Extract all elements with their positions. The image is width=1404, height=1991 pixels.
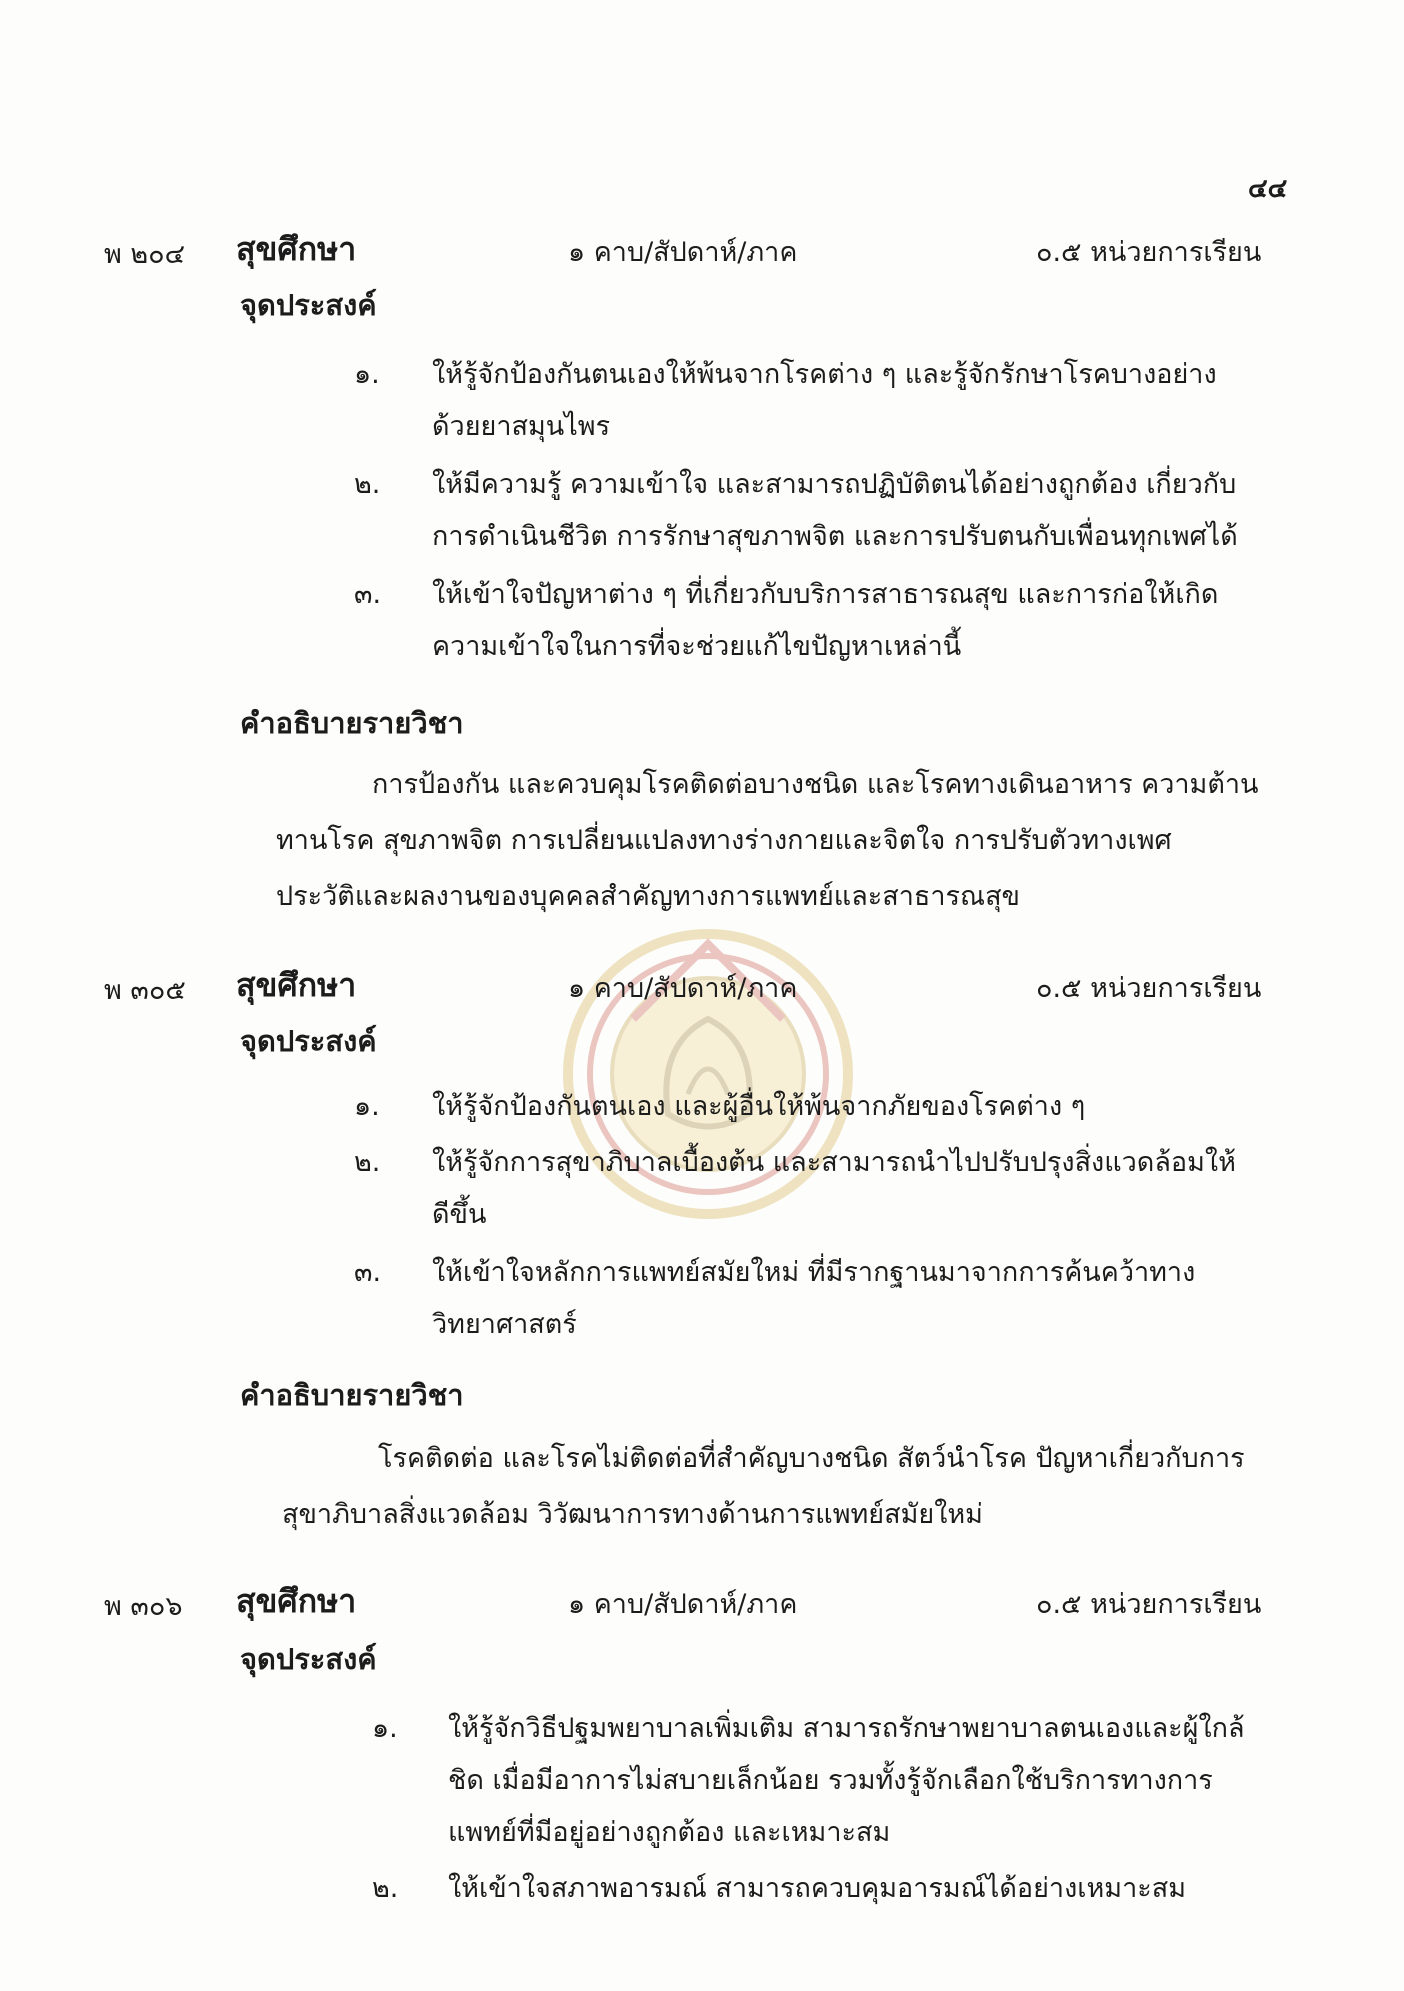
course-header — [0, 960, 1404, 1008]
course-hours: ๑ คาบ/สัปดาห์/ภาค — [568, 237, 798, 268]
objective-text: ดีขึ้น — [432, 1199, 487, 1230]
objective-text: ให้รู้จักป้องกันตนเอง และผู้อื่นให้พ้นจากภัยของโรคต่าง ๆ — [432, 1091, 1086, 1122]
objective-text: ให้เข้าใจหลักการแพทย์สมัยใหม่ ที่มีรากฐานมาจากการค้นคว้าทาง — [432, 1257, 1196, 1288]
objectives-heading: จุดประสงค์ — [240, 288, 377, 322]
course-code: พ ๓๐๖ — [104, 1591, 183, 1622]
objective-text: ด้วยยาสมุนไพร — [432, 411, 611, 442]
description-text: ประวัติและผลงานของบุคคลสำคัญทางการแพทย์และสาธารณสุข — [276, 881, 1021, 912]
page-number: ๔๔ — [1248, 174, 1288, 204]
description-text: ทานโรค สุขภาพจิต การเปลี่ยนแปลงทางร่างกายและจิตใจ การปรับตัวทางเพศ — [276, 825, 1172, 856]
course-code: พ ๓๐๕ — [104, 975, 186, 1006]
objective-text: ให้รู้จักการสุขาภิบาลเบื้องต้น และสามารถนำไปปรับปรุงสิ่งแวดล้อมให้ — [432, 1147, 1236, 1178]
objective-text: ความเข้าใจในการที่จะช่วยแก้ไขปัญหาเหล่านี้ — [432, 631, 962, 662]
objective-number: ๑. — [354, 1091, 380, 1122]
objective-number: ๒. — [354, 1147, 381, 1178]
objective-number: ๑. — [372, 1713, 398, 1744]
objective-text: ให้มีความรู้ ความเข้าใจ และสามารถปฏิบัติตนได้อย่างถูกต้อง เกี่ยวกับ — [432, 469, 1237, 500]
course-header — [0, 1576, 1404, 1624]
description-heading: คำอธิบายรายวิชา — [240, 1378, 464, 1412]
course-subject: สุขศึกษา — [236, 1582, 357, 1620]
course-credits: ๐.๕ หน่วยการเรียน — [1036, 1589, 1262, 1620]
description-text: สุขาภิบาลสิ่งแวดล้อม วิวัฒนาการทางด้านการแพทย์สมัยใหม่ — [282, 1499, 983, 1530]
objectives-heading: จุดประสงค์ — [240, 1024, 377, 1058]
description-text: โรคติดต่อ และโรคไม่ติดต่อที่สำคัญบางชนิด สัตว์นำโรค ปัญหาเกี่ยวกับการ — [378, 1443, 1245, 1474]
objectives-heading: จุดประสงค์ — [240, 1642, 377, 1676]
objective-text: การดำเนินชีวิต การรักษาสุขภาพจิต และการปรับตนกับเพื่อนทุกเพศได้ — [432, 521, 1238, 552]
objective-text: ให้รู้จักวิธีปฐมพยาบาลเพิ่มเติม สามารถรักษาพยาบาลตนเองและผู้ใกล้ — [448, 1713, 1245, 1744]
course-hours: ๑ คาบ/สัปดาห์/ภาค — [568, 1589, 798, 1620]
objective-text: ชิด เมื่อมีอาการไม่สบายเล็กน้อย รวมทั้งรู้จักเลือกใช้บริการทางการ — [448, 1765, 1213, 1796]
course-subject: สุขศึกษา — [236, 230, 357, 268]
description-text: การป้องกัน และควบคุมโรคติดต่อบางชนิด และโรคทางเดินอาหาร ความต้าน — [372, 769, 1259, 800]
course-hours: ๑ คาบ/สัปดาห์/ภาค — [568, 973, 798, 1004]
course-header — [0, 224, 1404, 272]
objective-text: ให้เข้าใจสภาพอารมณ์ สามารถควบคุมอารมณ์ได้อย่างเหมาะสม — [448, 1873, 1187, 1904]
course-credits: ๐.๕ หน่วยการเรียน — [1036, 973, 1262, 1004]
objective-number: ๓. — [354, 579, 382, 610]
objective-number: ๑. — [354, 359, 380, 390]
objective-text: วิทยาศาสตร์ — [432, 1309, 577, 1340]
objective-number: ๒. — [372, 1873, 399, 1904]
course-subject: สุขศึกษา — [236, 966, 357, 1004]
objective-number: ๓. — [354, 1257, 382, 1288]
objective-text: ให้รู้จักป้องกันตนเองให้พ้นจากโรคต่าง ๆ และรู้จักรักษาโรคบางอย่าง — [432, 359, 1217, 390]
objective-text: แพทย์ที่มีอยู่อย่างถูกต้อง และเหมาะสม — [448, 1817, 891, 1848]
course-credits: ๐.๕ หน่วยการเรียน — [1036, 237, 1262, 268]
course-code: พ ๒๐๔ — [104, 239, 186, 270]
objective-text: ให้เข้าใจปัญหาต่าง ๆ ที่เกี่ยวกับบริการสาธารณสุข และการก่อให้เกิด — [432, 579, 1219, 610]
description-heading: คำอธิบายรายวิชา — [240, 706, 464, 740]
objective-number: ๒. — [354, 469, 381, 500]
